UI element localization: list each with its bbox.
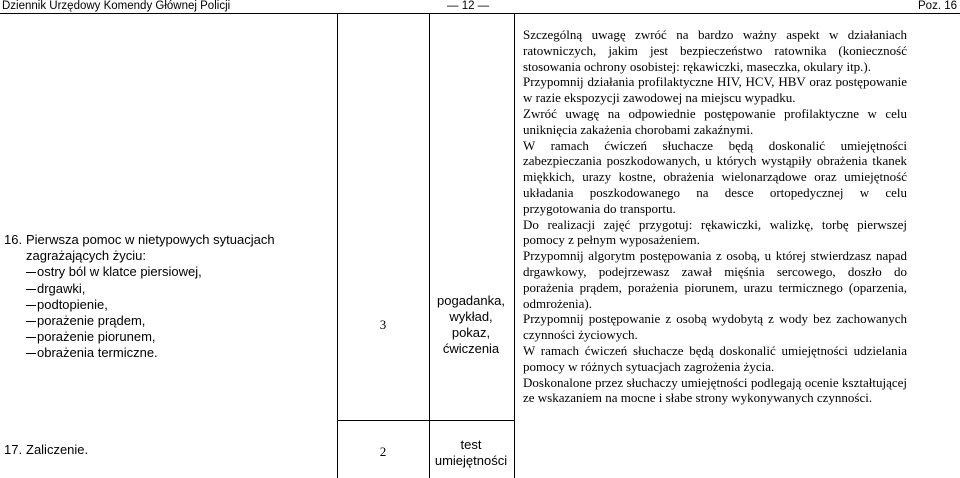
- list-item: podtopienie,: [4, 297, 334, 313]
- column-divider-2: [429, 13, 430, 478]
- dash-bullet-icon: [26, 289, 36, 290]
- guideline-paragraph: Zwróć uwagę na odpowiednie postępowanie profilaktyczne w celu uniknięcia zakażenia chorobami zakaźnymi.: [523, 105, 907, 137]
- dash-bullet-icon: [26, 321, 36, 322]
- topic-17: [4, 442, 88, 458]
- row-divider: [338, 420, 514, 421]
- guideline-paragraph: Przypomnij postępowanie z osobą wydobytą z wody bez zachowanych czynności życiowych.: [523, 311, 907, 343]
- topic-17-title: Zaliczenie.: [26, 442, 89, 457]
- topic-16-number: 16.: [4, 232, 23, 247]
- topic-17-number: 17.: [4, 442, 23, 457]
- curriculum-table: [0, 13, 960, 478]
- column-divider-1: [337, 13, 338, 478]
- list-item: ostry ból w klatce piersiowej,: [4, 264, 334, 280]
- methodological-guidelines: [523, 27, 907, 406]
- topic-17-forms: test umiejętności: [434, 437, 508, 468]
- guideline-paragraph: Szczególną uwagę zwróć na bardzo ważny aspekt w działaniach ratowniczych, jakim jest bezpieczeństwo ratownika (konieczność stosowania ochrony osobistej: rękawiczki, maseczka, okulary itp.).: [523, 27, 907, 74]
- list-item: obrażenia termiczne.: [4, 345, 334, 361]
- dash-bullet-icon: [26, 272, 36, 273]
- dash-bullet-icon: [26, 305, 36, 306]
- list-item: porażenie prądem,: [4, 313, 334, 329]
- topic-16-forms: pogadanka, wykład, pokaz, ćwiczenia: [437, 293, 505, 356]
- guideline-paragraph: Przypomnij algorytm postępowania z osobą, u której stwierdzasz napad drgawkowy, podejrzewasz zawał mięśnia sercowego, doszło do porażenia prądem, porażenia piorunem, urazu termicznego (oparzenia, odmrożenia).: [523, 248, 907, 311]
- dash-bullet-icon: [26, 353, 36, 354]
- guideline-paragraph: Przypomnij działania profilaktyczne HIV, HCV, HBV oraz postępowanie w razie ekspozycji zawodowej na miejscu wypadku.: [523, 74, 907, 106]
- guideline-paragraph: W ramach ćwiczeń słuchacze będą doskonalić umiejętności udzielania pomocy w różnych sytuacjach zagrożenia życia.: [523, 342, 907, 374]
- guideline-paragraph: W ramach ćwiczeń słuchacze będą doskonalić umiejętności zabezpieczania poszkodowanych, u których wystąpiły obrażenia tkanek miękkich, urazy kostne, obrażenia wielonarządowe oraz umiejętność układania poszkodowanego na desce ortopedycznej w celu przygotowania do transportu.: [523, 137, 907, 216]
- guideline-paragraph: Doskonalone przez słuchaczy umiejętności podlegają ocenie kształtującej ze wskazaniem na mocne i słabe strony wykonywanych czynności.: [523, 374, 907, 406]
- column-divider-3: [514, 13, 515, 478]
- topic-16-list: [4, 264, 334, 361]
- guideline-paragraph: Do realizacji zajęć przygotuj: rękawiczki, walizkę, torbę pierwszej pomocy z pełnym wyposażeniem.: [523, 216, 907, 248]
- list-item: porażenie piorunem,: [4, 329, 334, 345]
- journal-title: Dziennik Urzędowy Komendy Głównej Policji: [2, 0, 231, 12]
- topic-17-hours: 2: [379, 444, 387, 459]
- list-item: drgawki,: [4, 281, 334, 297]
- page-header: [0, 0, 960, 14]
- page-number: — 12 —: [447, 0, 490, 12]
- dash-bullet-icon: [26, 337, 36, 338]
- topic-16-title: Pierwsza pomoc w nietypowych sytuacjach zagrażających życiu:: [26, 232, 275, 264]
- topic-16: [4, 232, 334, 362]
- topic-16-hours: 3: [379, 317, 387, 332]
- position-number: Poz. 16: [918, 0, 957, 12]
